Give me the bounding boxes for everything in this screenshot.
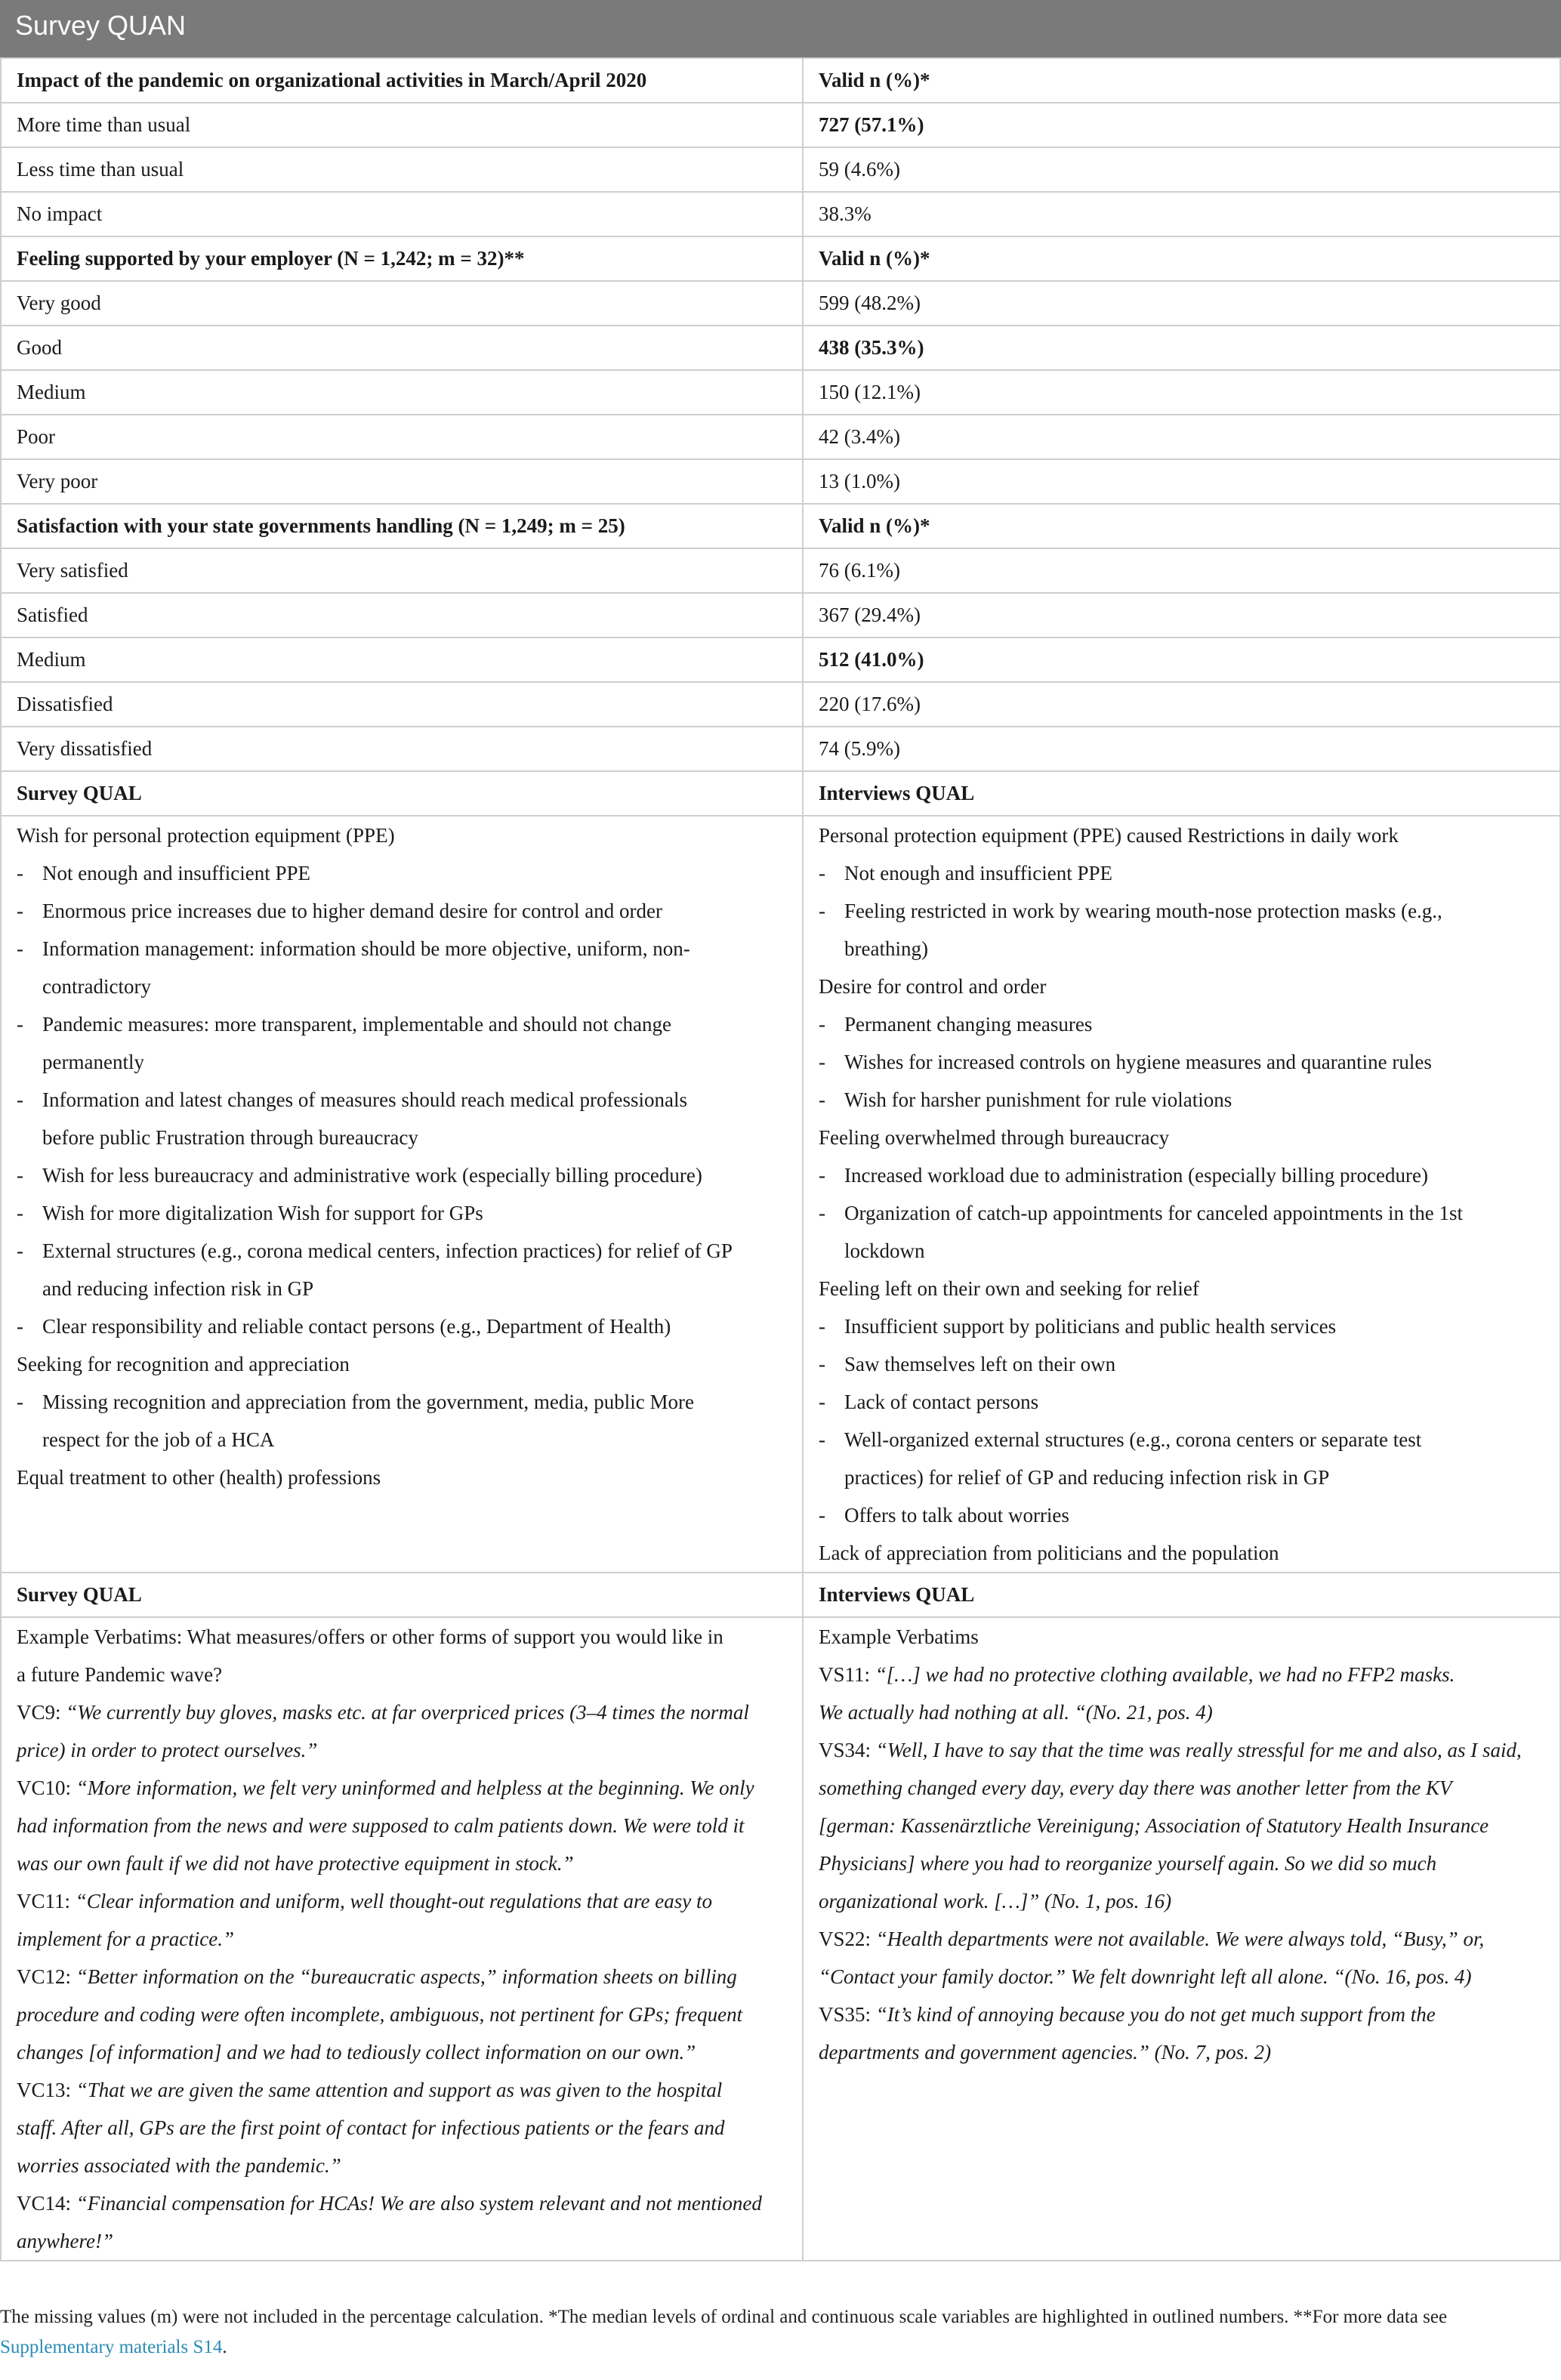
bullet-item: - Well-organized external structures (e.g., corona centers or separate test: [819, 1421, 1544, 1459]
bullet-continuation: and reducing infection risk in GP: [42, 1277, 314, 1300]
verbatim-quote: “Health departments were not available. We were always told, “Busy,” or,: [875, 1928, 1485, 1950]
verbatim-line: [17, 1769, 787, 1807]
bullet-item: - Offers to talk about worries: [819, 1496, 1544, 1534]
verbatim-line: [17, 1996, 787, 2033]
theme-heading: Personal protection equipment (PPE) caused Restrictions in daily work: [819, 824, 1399, 847]
bullet-item: - Wishes for increased controls on hygiene measures and quarantine rules: [819, 1043, 1544, 1081]
verbatim-line: [819, 1882, 1544, 1920]
verbatim-id: VS22:: [819, 1928, 876, 1950]
section-heading: Feeling supported by your employer (N = 1,242; m = 32)**: [1, 236, 803, 281]
valid-n-header: Valid n (%)*: [803, 504, 1560, 548]
verbatim-id: VC10:: [17, 1777, 76, 1799]
theme-heading: Wish for personal protection equipment (PPE): [17, 824, 395, 847]
verbatim-line: [819, 1731, 1544, 1769]
theme-heading: Lack of appreciation from politicians and the population: [819, 1542, 1279, 1564]
verbatim-line: [819, 1920, 1544, 1958]
footnote-text: The missing values (m) were not included in the percentage calculation. *The median levels of ordinal and continuous scale variables are highlighted in outlined numbers. **For more data see: [0, 2307, 1448, 2327]
bullet-item: - Not enough and insufficient PPE: [819, 854, 1544, 892]
row-value: 220 (17.6%): [803, 682, 1560, 727]
table-row: [1, 637, 1560, 682]
row-value: 512 (41.0%): [803, 637, 1560, 682]
verbatim-quote: “Clear information and uniform, well thought-out regulations that are easy to: [75, 1890, 713, 1912]
row-value: 150 (12.1%): [803, 370, 1560, 415]
bullet-item: - Missing recognition and appreciation from the government, media, public More: [17, 1383, 787, 1421]
bullet-continuation: permanently: [42, 1051, 144, 1073]
verbatim-line: [819, 1958, 1544, 1996]
table-row: [1, 370, 1560, 415]
results-table: [0, 57, 1561, 2261]
verbatim-quote: “Better information on the “bureaucratic aspects,” information sheets on billing: [76, 1965, 737, 1988]
verbatim-id: VC9:: [17, 1701, 66, 1724]
bullet-continuation: contradictory: [42, 975, 151, 998]
survey-qual-header-2: Survey QUAL: [1, 1573, 803, 1617]
verbatim-id: Example Verbatims: What measures/offers or other forms of support you would like in: [17, 1625, 723, 1648]
verbatim-line: [17, 1882, 787, 1920]
bullet-item: - External structures (e.g., corona medical centers, infection practices) for relief of GP: [17, 1232, 787, 1270]
verbatim-line: [17, 2222, 787, 2260]
table-footnote: [0, 2302, 1541, 2363]
theme-heading: Feeling overwhelmed through bureaucracy: [819, 1126, 1170, 1149]
bullet-item: - Lack of contact persons: [819, 1383, 1544, 1421]
supplementary-link[interactable]: Supplementary materials S14: [0, 2337, 223, 2357]
verbatim-id: VC14:: [17, 2192, 76, 2215]
table-row: [1, 103, 1560, 147]
qual2-section: [1, 1573, 1560, 2261]
verbatim-line: [819, 2033, 1544, 2071]
table-row: [1, 459, 1560, 504]
verbatim-quote: something changed every day, every day there was another letter from the KV: [819, 1777, 1452, 1799]
section-heading: Impact of the pandemic on organizational activities in March/April 2020: [1, 58, 803, 103]
row-label: Very satisfied: [1, 548, 803, 593]
verbatim-line: [819, 1618, 1544, 1656]
row-value: 727 (57.1%): [803, 103, 1560, 147]
table-row: [1, 682, 1560, 727]
bullet-continuation: breathing): [844, 937, 928, 960]
verbatim-id: VS35:: [819, 2003, 876, 2026]
row-label: Dissatisfied: [1, 682, 803, 727]
bullet-item: - Information and latest changes of measures should reach medical professionals: [17, 1081, 787, 1119]
verbatim-quote: anywhere!”: [17, 2230, 113, 2252]
verbatim-quote: implement for a practice.”: [17, 1928, 234, 1950]
row-label: Good: [1, 326, 803, 370]
survey-qual-header: Survey QUAL: [1, 771, 803, 816]
bullet-item: - Wish for more digitalization Wish for support for GPs: [17, 1194, 787, 1232]
row-label: Medium: [1, 370, 803, 415]
verbatim-line: [17, 1693, 787, 1731]
verbatim-line: [17, 2071, 787, 2109]
table-row: [1, 147, 1560, 192]
row-label: Medium: [1, 637, 803, 682]
verbatim-id: a future Pandemic wave?: [17, 1663, 223, 1686]
theme-heading: Equal treatment to other (health) professions: [17, 1466, 381, 1489]
verbatim-id: VC11:: [17, 1890, 76, 1912]
verbatim-id: VS11:: [819, 1663, 875, 1686]
bullet-item: - Clear responsibility and reliable contact persons (e.g., Department of Health): [17, 1307, 787, 1345]
verbatim-line: [17, 1920, 787, 1958]
verbatim-quote: “Contact your family doctor.” We felt downright left all alone. “(No. 16, pos. 4): [819, 1965, 1472, 1988]
row-label: Less time than usual: [1, 147, 803, 192]
survey-qual-themes: [1, 816, 803, 1573]
row-label: Satisfied: [1, 593, 803, 637]
row-label: Very good: [1, 281, 803, 326]
section-heading: Satisfaction with your state governments handling (N = 1,249; m = 25): [1, 504, 803, 548]
interviews-qual-themes: [803, 816, 1560, 1573]
verbatim-line: [17, 1958, 787, 1996]
row-value: 367 (29.4%): [803, 593, 1560, 637]
verbatim-line: [819, 1807, 1544, 1844]
verbatim-line: [819, 1996, 1544, 2033]
verbatim-quote: changes [of information] and we had to tediously collect information on our own.”: [17, 2041, 696, 2064]
verbatim-quote: “Financial compensation for HCAs! We are also system relevant and not mentioned: [76, 2192, 762, 2215]
interviews-qual-header-2: Interviews QUAL: [803, 1573, 1560, 1617]
theme-heading: Seeking for recognition and appreciation: [17, 1353, 350, 1375]
bullet-item: - Enormous price increases due to higher demand desire for control and order: [17, 892, 787, 930]
row-label: Poor: [1, 415, 803, 459]
verbatim-quote: was our own fault if we did not have protective equipment in stock.”: [17, 1852, 574, 1875]
bullet-continuation: before public Frustration through bureaucracy: [42, 1126, 418, 1149]
table-row: [1, 548, 1560, 593]
row-label: Very poor: [1, 459, 803, 504]
verbatim-quote: departments and government agencies.” (No. 7, pos. 2): [819, 2041, 1272, 2064]
row-value: 76 (6.1%): [803, 548, 1560, 593]
table-row: [1, 326, 1560, 370]
row-value: 59 (4.6%): [803, 147, 1560, 192]
verbatim-line: [819, 1769, 1544, 1807]
quan-section: [1, 58, 1560, 771]
verbatim-quote: “It’s kind of annoying because you do not get much support from the: [875, 2003, 1436, 2026]
verbatim-line: [17, 1618, 787, 1656]
bullet-continuation: practices) for relief of GP and reducing infection risk in GP: [844, 1466, 1330, 1489]
bullet-item: - Organization of catch-up appointments for canceled appointments in the 1st: [819, 1194, 1544, 1232]
table-row: [1, 727, 1560, 771]
bullet-item: - Wish for harsher punishment for rule violations: [819, 1081, 1544, 1119]
bullet-continuation: lockdown: [844, 1239, 925, 1262]
verbatim-quote: worries associated with the pandemic.”: [17, 2154, 341, 2177]
verbatim-id: Example Verbatims: [819, 1625, 979, 1648]
row-value: 13 (1.0%): [803, 459, 1560, 504]
table-row: [1, 192, 1560, 236]
bullet-item: - Pandemic measures: more transparent, implementable and should not change: [17, 1005, 787, 1043]
bullet-item: - Information management: information should be more objective, uniform, non-: [17, 930, 787, 968]
section-heading-row: [1, 58, 1560, 103]
footnote-end: .: [222, 2337, 227, 2357]
verbatim-quote: We actually had nothing at all. “(No. 21, pos. 4): [819, 1701, 1213, 1724]
verbatim-quote: “More information, we felt very uninformed and helpless at the beginning. We only: [76, 1777, 754, 1799]
verbatim-line: [17, 2147, 787, 2184]
bullet-continuation: respect for the job of a HCA: [42, 1428, 275, 1451]
bullet-item: - Saw themselves left on their own: [819, 1345, 1544, 1383]
verbatim-quote: organizational work. […]” (No. 1, pos. 16): [819, 1890, 1172, 1912]
verbatim-line: [17, 2109, 787, 2147]
verbatim-line: [819, 1656, 1544, 1693]
row-label: More time than usual: [1, 103, 803, 147]
verbatim-line: [17, 2033, 787, 2071]
verbatim-quote: price) in order to protect ourselves.”: [17, 1739, 318, 1761]
verbatim-id: VC13:: [17, 2079, 76, 2101]
table-row: [1, 415, 1560, 459]
bullet-item: - Not enough and insufficient PPE: [17, 854, 787, 892]
verbatim-quote: “That we are given the same attention and support as was given to the hospital: [76, 2079, 723, 2101]
bullet-item: - Feeling restricted in work by wearing mouth-nose protection masks (e.g.,: [819, 892, 1544, 930]
verbatim-line: [17, 1656, 787, 1693]
survey-verbatims: [1, 1617, 803, 2261]
table-title: Survey QUAN: [15, 10, 187, 41]
section-heading-row: [1, 504, 1560, 548]
valid-n-header: Valid n (%)*: [803, 58, 1560, 103]
theme-heading: Feeling left on their own and seeking for relief: [819, 1277, 1199, 1300]
theme-heading: Desire for control and order: [819, 975, 1047, 998]
bullet-item: - Increased workload due to administration (especially billing procedure): [819, 1156, 1544, 1194]
verbatim-quote: Physicians] where you had to reorganize yourself again. So we did so much: [819, 1852, 1437, 1875]
verbatim-line: [17, 1844, 787, 1882]
verbatim-line: [819, 1844, 1544, 1882]
row-value: 438 (35.3%): [803, 326, 1560, 370]
qual1-section: [1, 771, 1560, 1573]
bullet-item: - Permanent changing measures: [819, 1005, 1544, 1043]
row-label: Very dissatisfied: [1, 727, 803, 771]
table-row: [1, 281, 1560, 326]
row-value: 42 (3.4%): [803, 415, 1560, 459]
verbatim-quote: [german: Kassenärztliche Vereinigung; Association of Statutory Health Insurance: [819, 1814, 1489, 1837]
verbatim-id: VS34:: [819, 1739, 876, 1761]
verbatim-line: [17, 2184, 787, 2222]
verbatim-line: [17, 1731, 787, 1769]
row-label: No impact: [1, 192, 803, 236]
verbatim-quote: procedure and coding were often incomplete, ambiguous, not pertinent for GPs; frequent: [17, 2003, 743, 2026]
verbatim-line: [819, 1693, 1544, 1731]
table-title-bar: [0, 0, 1561, 57]
verbatim-id: VC12:: [17, 1965, 76, 1988]
verbatim-quote: “[…] we had no protective clothing available, we had no FFP2 masks.: [875, 1663, 1455, 1686]
table-row: [1, 593, 1560, 637]
interview-verbatims: [803, 1617, 1560, 2261]
section-heading-row: [1, 236, 1560, 281]
verbatim-quote: “Well, I have to say that the time was really stressful for me and also, as I said,: [875, 1739, 1522, 1761]
valid-n-header: Valid n (%)*: [803, 236, 1560, 281]
row-value: 74 (5.9%): [803, 727, 1560, 771]
verbatim-quote: staff. After all, GPs are the first point of contact for infectious patients or the fears and: [17, 2116, 725, 2139]
verbatim-quote: had information from the news and were supposed to calm patients down. We were told it: [17, 1814, 745, 1837]
verbatim-quote: “We currently buy gloves, masks etc. at far overpriced prices (3–4 times the normal: [66, 1701, 749, 1724]
row-value: 38.3%: [803, 192, 1560, 236]
row-value: 599 (48.2%): [803, 281, 1560, 326]
verbatim-line: [17, 1807, 787, 1844]
bullet-item: - Wish for less bureaucracy and administrative work (especially billing procedure): [17, 1156, 787, 1194]
interviews-qual-header: Interviews QUAL: [803, 771, 1560, 816]
bullet-item: - Insufficient support by politicians and public health services: [819, 1307, 1544, 1345]
